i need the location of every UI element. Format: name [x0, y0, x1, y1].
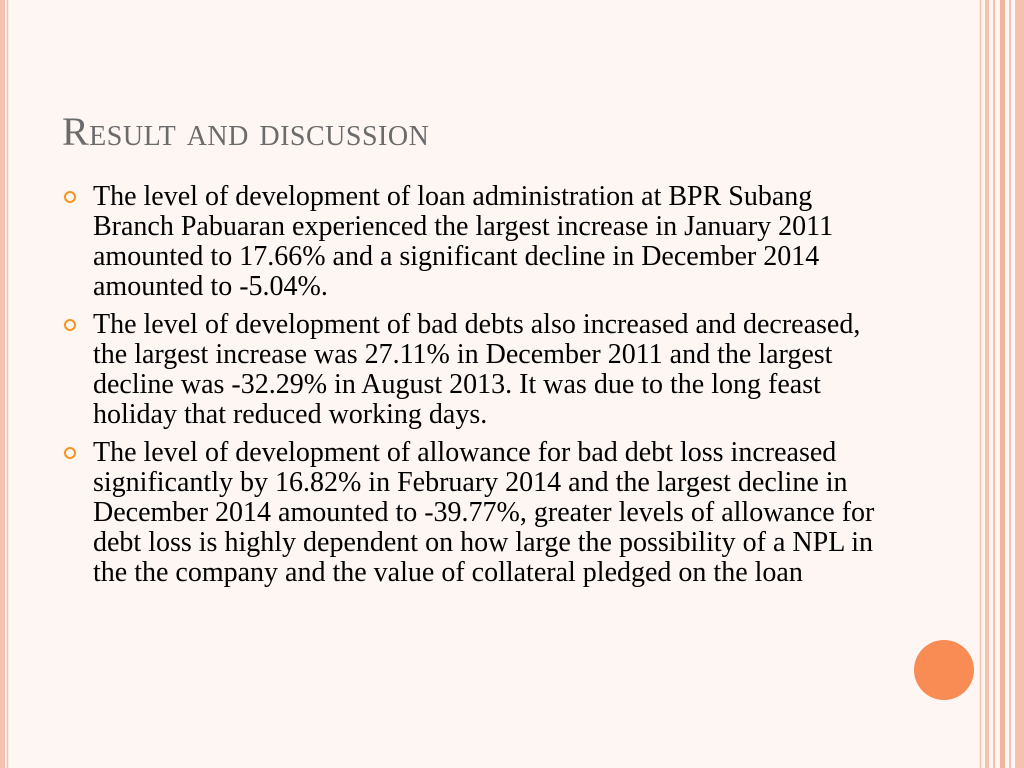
bullet-text: The level of development of bad debts also increased and decreased, the largest increase was 27.11% in December 2011 and the largest decline was -32.29% in August 2013. It was due to the long feast holiday that reduced working days.	[93, 309, 861, 430]
list-item	[62, 310, 882, 430]
accent-circle-decoration	[914, 640, 974, 700]
list-item	[62, 438, 882, 588]
bullet-list	[62, 182, 882, 596]
slide-title: Result and discussion	[62, 109, 430, 154]
circle-bullet-icon	[64, 447, 76, 459]
bullet-text: The level of development of loan administration at BPR Subang Branch Pabuaran experienced the largest increase in January 2011 amounted to 17.66% and a significant decline in December 2014 amounted to -5.04%.	[93, 181, 834, 302]
circle-bullet-icon	[64, 191, 76, 203]
list-item	[62, 182, 882, 302]
circle-bullet-icon	[64, 319, 76, 331]
bullet-text: The level of development of allowance for bad debt loss increased significantly by 16.82% in February 2014 and the largest decline in December 2014 amounted to -39.77%, greater levels of allowance for debt loss is highly dependent on how large the possibility of a NPL in the the company and the value of collateral pledged on the loan	[93, 437, 875, 588]
